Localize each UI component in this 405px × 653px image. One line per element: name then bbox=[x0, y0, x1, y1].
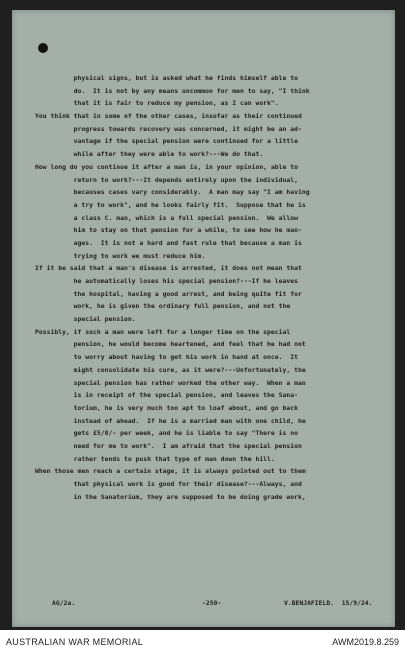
text-line: in the Sanatorium, they are supposed to be doing grade work, bbox=[35, 492, 306, 501]
text-line: him to stay on that pension for a while, to see how he man- bbox=[35, 226, 302, 235]
text-line: If it be said that a man's disease is arrested, it does not mean that bbox=[35, 264, 302, 273]
text-line: vantage if the special pension were continued for a little bbox=[35, 137, 298, 146]
text-line: the hospital, having a good arrest, and being quite fit for bbox=[35, 289, 302, 298]
text-line: progress towards recovery was concerned, it might be an ad- bbox=[35, 124, 302, 133]
text-line: that it is fair to reduce my pension, as I can work". bbox=[35, 99, 279, 108]
text-line: might consolidate his cure, as it were?---Unfortunately, the bbox=[35, 365, 306, 374]
document-text bbox=[35, 72, 380, 503]
text-line: a try to work", and he looks fairly fit. Suppose that he is bbox=[35, 200, 306, 209]
footer-signature-date: V.BENJAFIELD. 15/9/24. bbox=[284, 599, 373, 607]
text-line: rather tends to push that type of man down the hill. bbox=[35, 454, 275, 463]
text-line: trying to work we must reduce him. bbox=[35, 251, 206, 260]
text-line: ages. It is not a hard and fast rule that because a man is bbox=[35, 238, 302, 247]
text-line: pension, he would become heartened, and feel that he had not bbox=[35, 340, 306, 349]
text-line: special pension has rather worked the other way. When a man bbox=[35, 378, 306, 387]
text-line: need for me to work". I am afraid that the special pension bbox=[35, 441, 302, 450]
text-line: How long do you continue it after a man is, in your opinion, able to bbox=[35, 162, 298, 171]
text-line: becauses cases vary considerably. A man may say "I am having bbox=[35, 188, 310, 197]
footer-reference: AG/2a. bbox=[52, 599, 76, 607]
archive-caption-bar bbox=[0, 630, 405, 653]
text-line: to worry about having to get his work in hand at once. It bbox=[35, 353, 298, 362]
text-line: instead of ahead. If he is a married man with one child, he bbox=[35, 416, 306, 425]
text-line: he automatically loses his special pension?---If he leaves bbox=[35, 277, 298, 285]
archive-reference: AWM2019.8.259 bbox=[332, 637, 399, 647]
punch-hole bbox=[38, 43, 48, 53]
archive-name: AUSTRALIAN WAR MEMORIAL bbox=[6, 637, 144, 647]
text-line: When those men reach a certain stage, it is always pointed out to them bbox=[35, 467, 306, 476]
text-line: is in receipt of the special pension, and leaves the Sana- bbox=[35, 391, 298, 400]
text-line: Possibly, if such a man were left for a longer time on the special bbox=[35, 327, 291, 336]
text-line: special pension. bbox=[35, 315, 136, 324]
text-line: work, he is given the ordinary full pension, and not the bbox=[35, 302, 291, 311]
page-number: -250- bbox=[202, 599, 222, 607]
text-line: a class C. man, which is a full special pension. We allow bbox=[35, 213, 298, 222]
text-line: torium, he is very much too apt to loaf about, and go back bbox=[35, 403, 298, 412]
text-line: physical signs, but is asked what he finds himself able to bbox=[35, 74, 298, 82]
text-line: do. It is not by any means uncommon for men to say, "I think bbox=[35, 86, 310, 95]
text-line: return to work?---It depends entirely upon the individual, bbox=[35, 175, 298, 184]
text-line: that physical work is good for their disease?---Always, and bbox=[35, 480, 302, 488]
text-line: You think that in some of the other cases, insofar as their continued bbox=[35, 112, 302, 121]
text-line: gets £5/8/- per week, and he is liable to say "There is no bbox=[35, 429, 298, 438]
text-line: while after they were able to work?---We do that. bbox=[35, 150, 264, 159]
